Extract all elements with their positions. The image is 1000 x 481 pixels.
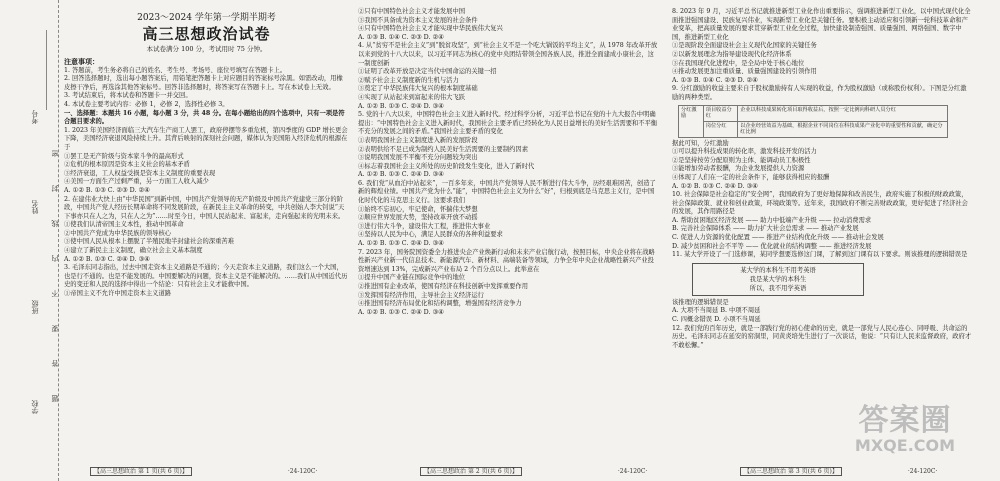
option-line: ③经济衰退，工人权益受损是资本主义制度的重要表现 [64,169,216,177]
option-line: B. 完善社会保障体系 —— 助力扩大社会总需求 —— 推动产业发展 [672,225,859,233]
exam-year: 2023～2024 学年第一学期半期考 [137,13,276,23]
option-line: ①使我们认清帝国主义本性，推动中国革命 [64,221,184,229]
question-text: 据此可知，分红激励 [672,139,729,147]
option-line: ③说明我国发展不平衡不充分问题较为突出 [358,154,478,162]
question-text: 12. 我们党的百年历史，就是一部践行党的初心使命的历史，就是一部党与人民心连心、同呼吸、共命运的历史。毛泽东同志在延安的窑洞里，同黄炎培先生进行了一次谈话，他说：“只有让人民来监督政府，政府才不敢松懈。” [672,324,972,349]
option-line: ①帝国主义不允许中国走资本主义道路 [64,290,172,298]
option-line: A. 帮助贫困地区经济发展 —— 助力中低端产业升级 —— 拉动消费需求 [672,216,872,224]
answer-choices: A. ①② B. ①③ C. ②④ D. ③④ [64,255,150,263]
option-line: ④推动发展更加注重质量、质量强国建设的引领作用 [672,68,817,76]
notes-title: 注意事项： [64,57,99,66]
answer-choices: A. ①② B. ①③ C. ②④ D. ③④ [358,171,444,179]
watermark-logo [830,405,980,465]
question-text: 3. 毛泽东同志指出，过去中国走资本主义道路是不通的；今天走资本主义道路，我们这么一个大国，也是行不通的。也是不能发展的。中国要解决的问题，资本主义是不能解决的。……我们从中国近代历史的变迁和人民的选择中得出一个结论：只有社会主义才能救中国。 [64,264,348,289]
question-text: 6. 我们党“从血泊中站起来”，一百多年来，中国共产党领导人民不断进行伟大斗争，历经艰难困苦，创造了新的辉煌业绩。中国共产党为什么“能”，中国特色社会主义为什么“好”，归根到底是马克思主义行，是中国化时代化的马克思主义行。这要求我们 [358,179,656,205]
answer-choices: A. ①② B. ①③ C. ②③ D. ②④ [64,186,150,194]
option-line: ④美国一方面生产过剩严重，另一方面工人收入减少 [64,178,209,186]
seal-char: 不 [51,290,59,297]
exam-no-line [46,30,47,110]
option-line: ④推进国有经济布局优化和结构调整，增强国有经济竞争力 [358,300,522,308]
column-3 [672,8,972,350]
note-item: 3. 考试结束后，将本试卷和答题卡一并交回。 [64,92,192,100]
answer-choices: A. ①② B. ①③ C. ②④ D. ③④ [672,182,758,190]
seal-char: 封 [51,185,59,192]
page-footer [420,466,647,475]
column-1 [64,8,349,299]
seal-char: 答 [51,360,59,367]
exam-no-label: 考号 [31,110,39,124]
option-line: ④实现了从站起来到富起来的伟大飞跃 [358,93,466,101]
table-desc: 企业以科技成果转化项目取得收益后，按照一定比例向科研人员分红 [738,105,948,121]
option-line: ④体现了人们在一定的社会条件下，能够获得相应的报酬 [672,173,830,181]
section-title: 一、选择题：本题共 16 小题，每小题 3 分，共 48 分。在每小题给出的四个选项中，只有一项是符合题目要求的。 [64,109,345,126]
option-line: ③在我国现代化进程中，是全局中处于核心地位 [672,59,805,67]
question-text: 5. 党的十八大以来，中国特色社会主义进入新时代。经过科学分析，习近平总书记在党的十九大报告中明确提出：“中国特色社会主义进入新时代，我国社会主要矛盾已经转化为人民日益增长的美好生活需要和不平衡不充分的发展之间的矛盾。”我国社会主要矛盾的变化 [358,111,658,136]
option-line: ④坚持以人民为中心，满足人民群众的各种利益要求 [358,231,503,239]
option-line: ③我国不具备成为资本主义发展的社会条件 [358,16,478,24]
option-line: ②危机的根本原因是资本主义社会的基本矛盾 [64,161,190,169]
answer-choices: A. ①③ B. ①④ C. ②③ D. ②④ [672,76,758,84]
seal-char: 要 [51,325,59,332]
option-line: C. 四概念错误 D. 小项不当周延 [672,316,761,324]
class-label: 班级 [31,300,39,314]
binding-margin [0,0,59,481]
option-line: ①证明了改革开放是决定当代中国命运的关键一招 [358,68,497,76]
table-desc: 以企业经营效益为基础，根据企业不同岗位在科技成果产业化中的重要性和贡献，确定分红比例 [738,121,948,137]
column-2 [358,8,658,317]
note-item: 1. 答题前，考生务必将自己的姓名、考生号、考场号、座位号填写在答题卡上。 [64,66,287,74]
option-line: ②表明供给不足已成为制约人民美好生活需要的主要制约因素 [358,145,529,153]
table-label: 分红激励 [679,105,704,137]
question-text: 7. 2023 年，国务院国资委全力推进央企产业焕新行动和未来产业启航行动，按照目标，中央企业将在战略性新兴产业新一代信息技术、新能源汽车、新材料、高端装备等领域，力争全年中央企业战略性新兴产业投资增速达到 13%，完成新兴产业布局 2 个百分点以上。此举意在 [358,248,655,273]
question-text: 8. 2023 年 9 月，习近平总书记就推进新型工业化作出重要指示，强调推进新型工业化，以中国式现代化全面推进强国建设、民族复兴伟业，实现新型工业化是关键任务。要积极主动适应和引领新一轮科技革命和产业变革，把高质量发展的要求贯穿新型工业化全过程，加快建设制造强国、质量强国、网络强国、数字中国，推进新型工业化 [672,8,971,41]
page-footer [90,466,317,475]
option-line: ③进行伟大斗争，建设伟大工程，推进伟大事业 [358,222,491,230]
dividend-table [678,105,948,138]
option-line: ③发挥国有经济作用，主导社会主义经济运行 [358,291,484,299]
syllogism-line: 我是某大学的本科生 [749,275,807,283]
page-footer [740,466,937,475]
option-line: ③奠定了中华民族伟大复兴的根本制度基础 [358,85,478,93]
watermark-text: 答案圈 [858,403,952,438]
school-label: 学校 [31,400,39,414]
exam-title: 高三思想政治试卷 [142,25,271,43]
option-line: ①罢工是无产阶级与资本家斗争的最高形式 [64,152,184,160]
question-text: 该推理的逻辑错误是 [672,298,729,306]
option-line: ④建立了新民主主义制度，确立社会主义基本制度 [64,247,203,255]
option-line: ②中国共产党成为中华民族的领导核心 [64,229,172,237]
option-line: ①表明我国社会主义制度进入新的发展阶段 [358,136,478,144]
question-text: 10. 社会保障是社会稳定的“安全网”，我国政府为了更好地保障和改善民生，政府实施了积极的财政政策，社会保障政策、就业和创业政策，环境政策等。近年来，我国政府不断完善财政政策，更好促进了经济社会的发展，其作用路径是 [672,191,968,216]
table-type: 岗位分红 [703,121,737,137]
exam-subtitle: 本试卷满分 100 分，考试用时 75 分钟。 [146,45,267,53]
footer-code: ·24-120C· [907,468,938,475]
option-line: ②只有中国特色社会主义才能发展中国 [358,8,466,15]
option-line: ②顺应世界发展大势，坚持改革开放不动摇 [358,214,478,222]
answer-choices: A. ①② B. ①③ C. ②④ D. ③④ [358,308,444,316]
answer-choices: A. ①② B. ①③ C. ②④ D. ③④ [358,240,444,248]
option-line: ②推进国有企业改革，使国有经济在科技创新中发挥重要作用 [358,283,529,290]
answer-choices: A. ①② B. ①③ C. ②④ D. ③④ [358,102,444,110]
name-label: 姓名 [31,200,39,214]
question-text: 4. 从“贫穷不是社会主义”到“脱贫攻坚”，到“社会主义不是一个吃大锅饭的平均主义”，从 1978 年改革开放以来到党的十八大以来，以习近平同志为核心的党中央团结带领全国各族人民，推进全面建成小康社会，这一制度创新 [358,42,658,67]
question-text: 1. 2023 年美国经济面临三大汽车生产商工人罢工，政府停摆等多重危机，第四季度的 GDP 增长更会下降，美国经济衰退风险持续上升。其背后映射的深刻社会问题，媒体认为美国陷入经济危机的根源在于 [64,126,348,151]
option-line: C. 促进人力资源的优化配置 —— 推进产业结构优化升级 —— 推动社会发展 [672,234,884,242]
question-text: 11. 某大学开设了一门选修课，某同学想要选修这门课，了解到这门课有以下要求。则该推理的逻辑错误是 [672,251,968,259]
option-line: ①始终不忘初心，牢记使命，怀揣伟大梦想 [358,205,478,213]
option-line: ④标志着我国社会主义所处的历史阶段发生变化，进入了新时代 [358,162,535,170]
table-type: 项目收益分红 [703,105,737,121]
note-item: 4. 本试卷主要考试内容：必修 1，必修 2，选择性必修 3。 [64,100,229,108]
option-line: ①可以提升科技成果的转化率，激发科技开发的活力 [672,148,817,156]
seal-char: 线 [51,220,59,227]
option-line: ③能增加劳动者报酬，为企业发展提供人力资源 [672,165,805,173]
syllogism-line: 所以，我不用学英语 [749,284,807,292]
option-line: ②赋予社会主义制度新的生机与活力 [358,76,459,84]
option-line: ①提升中国产业链在国际竞争中的地位 [358,274,466,282]
question-text: 2. 在建伟业大快上由“中华民国”到新中国，中国共产党领导的无产阶级及中国共产党建党三部分的阶段，中国共产党人经历长期革命将不同发展阶段，在新民主主义革命的转变，中共创始人李大钊说“天下事亦只在人之为，只在人之为”……时至今日，中国人民站起来、富起来，走向强起来的光明未来。 [64,195,345,220]
seal-char: 密 [51,150,59,157]
footer-code: ·24-120C· [287,468,318,475]
option-line: A. 大项不当周延 B. 中项不周延 [672,307,761,315]
syllogism-line: 某大学的本科生不用考英语 [740,266,816,274]
option-line: ④只有中国特色社会主义才能实现中华民族伟大复兴 [358,25,503,33]
option-line: ①是现阶段全面建设社会主义现代化国家的关键任务 [672,42,817,50]
option-line: ③使中国人民从根本上摆脱了半殖民地半封建社会的深重苦难 [64,238,235,246]
footer-tag: 【高三思想政治 第 2 页(共 6 页)】 [420,467,522,476]
watermark-url: MXQE.COM [854,436,956,455]
seal-char: 内 [51,255,59,262]
option-line: ②以新发展理念为指导建设现代化经济体系 [672,50,792,58]
footer-code: ·24-120C· [617,468,648,475]
note-item: 2. 回答选择题时，选出每小题答案后，用铅笔把答题卡上对应题目的答案标号涂黑。如需改动，用橡皮擦干净后，再选涂其他答案标号。回答非选择题时，将答案写在答题卡上。写在本试卷上无效。 [64,75,343,91]
option-line: ②是坚持按劳分配原则为主体、能调动员工积极性 [672,156,811,164]
footer-tag: 【高三思想政治 第 1 页(共 6 页)】 [90,467,192,476]
option-line: D. 减少贫困和社会不平等 —— 优化就业的结构调整 —— 推进经济发展 [672,242,872,250]
answer-choices: A. ①③ B. ①④ C. ②③ D. ②④ [358,33,444,41]
syllogism-box [692,263,864,296]
footer-tag: 【高三思想政治 第 3 页(共 6 页)】 [740,467,842,476]
seal-char: 题 [51,395,59,402]
question-text: 9. 分红激励的收益主要来自于股权激励持有人实现的收益，作为股权激励（或称股份权利）。下图是分红激励的两种类型。 [672,85,967,101]
